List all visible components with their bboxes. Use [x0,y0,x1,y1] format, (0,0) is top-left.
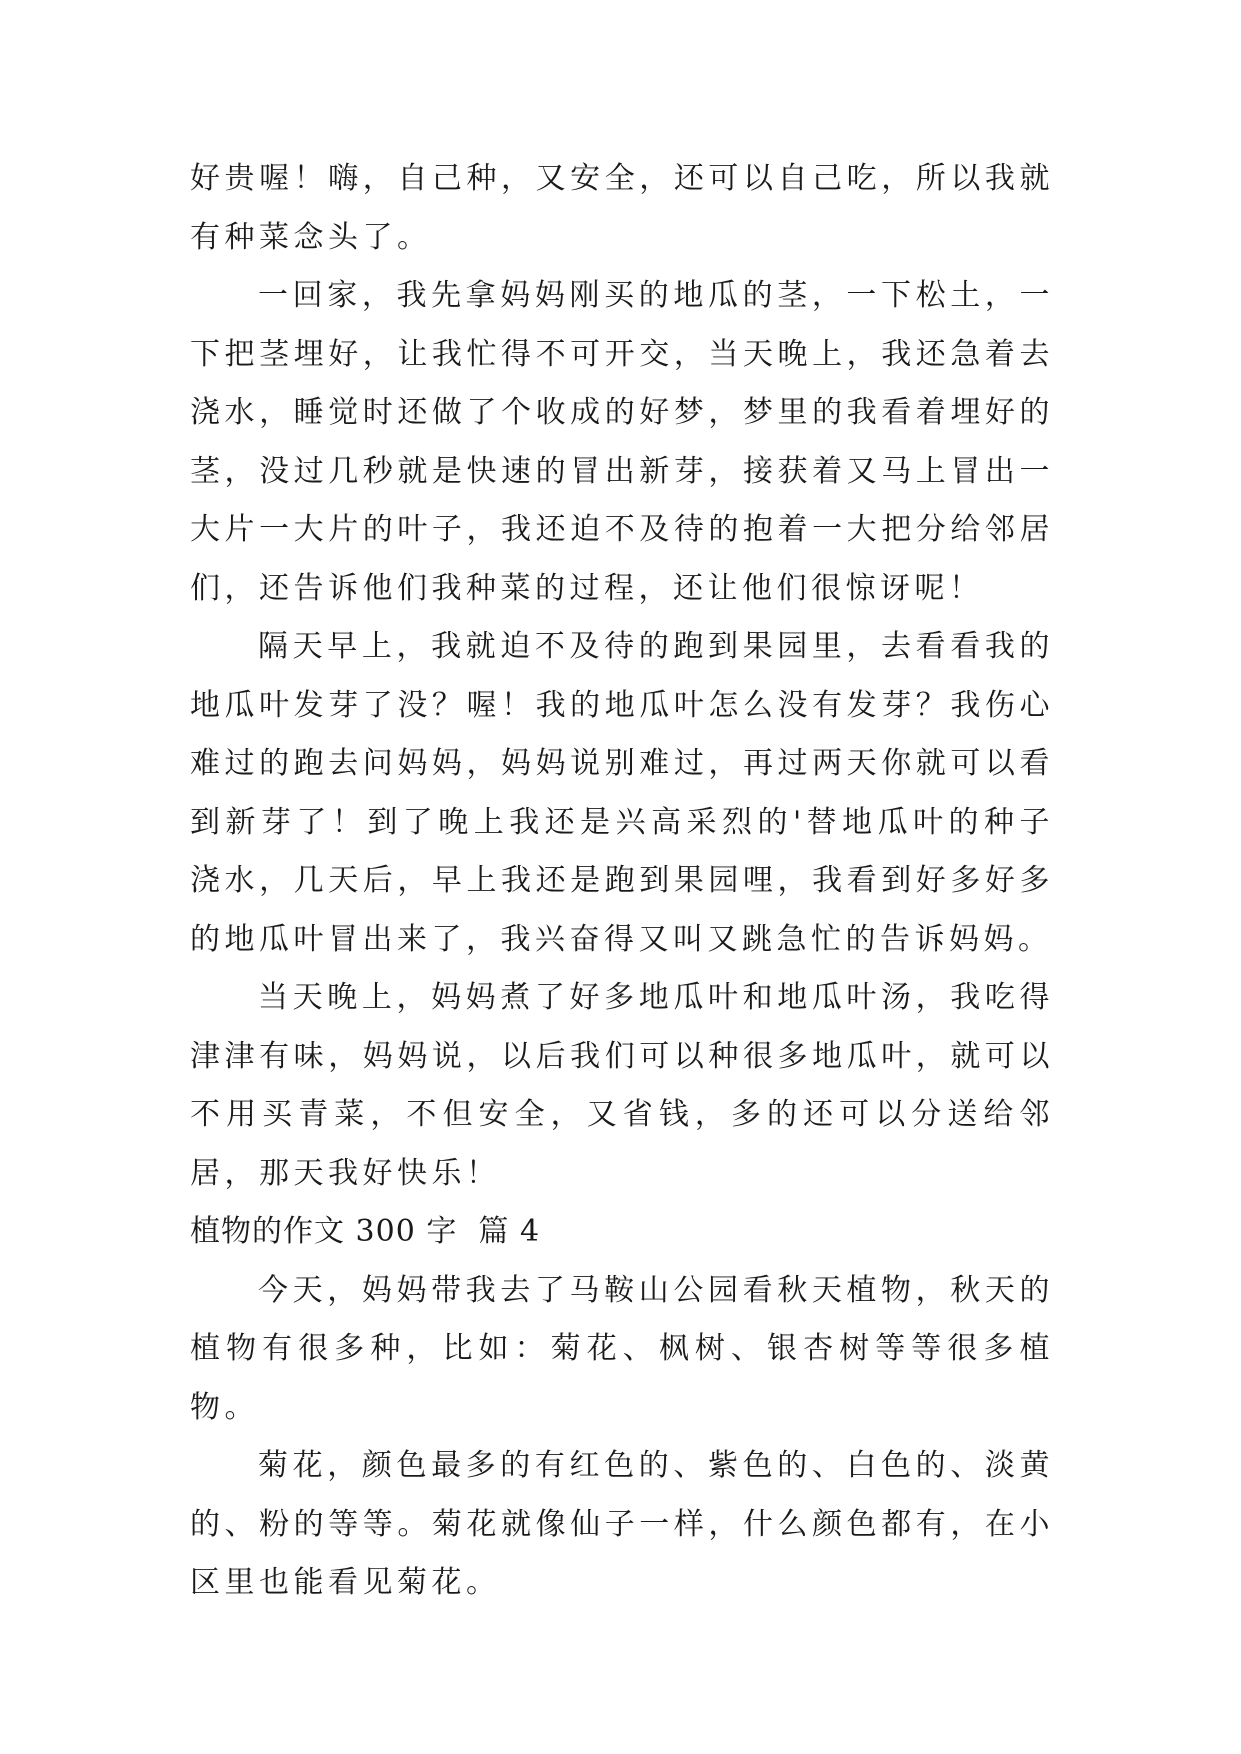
paragraph-continuation: 好贵喔！嗨，自己种，又安全，还可以自己吃，所以我就有种菜念头了。 [190,161,1054,255]
paragraph-park-visit: 今天，妈妈带我去了马鞍山公园看秋天植物，秋天的植物有很多种，比如：菊花、枫树、银杏树等等很多植物。 [190,1272,1054,1425]
paragraph-next-morning: 隔天早上，我就迫不及待的跑到果园里，去看看我的地瓜叶发芽了没？喔！我的地瓜叶怎么没有发芽？我伤心难过的跑去问妈妈，妈妈说别难过，再过两天你就可以看到新芽了！到了晚上我还是兴高采烈的'替地瓜叶的种子浇水，几天后，早上我还是跑到果园哩，我看到好多好多的地瓜叶冒出来了，我兴奋得又叫又跳急忙的告诉妈妈。 [190,629,1054,957]
paragraph-that-evening: 当天晚上，妈妈煮了好多地瓜叶和地瓜叶汤，我吃得津津有味，妈妈说，以后我们可以种很多地瓜叶，就可以不用买青菜，不但安全，又省钱，多的还可以分送给邻居，那天我好快乐！ [190,980,1054,1191]
document-body [190,150,1054,1613]
paragraph-planting: 一回家，我先拿妈妈刚买的地瓜的茎，一下松土，一下把茎埋好，让我忙得不可开交，当天晚上，我还急着去浇水，睡觉时还做了个收成的好梦，梦里的我看着埋好的茎，没过几秒就是快速的冒出新芽，接获着又马上冒出一大片一大片的叶子，我还迫不及待的抱着一大把分给邻居们，还告诉他们我种菜的过程，还让他们很惊讶呢！ [190,278,1054,606]
paragraph-chrysanthemum: 菊花，颜色最多的有红色的、紫色的、白色的、淡黄的、粉的等等。菊花就像仙子一样，什么颜色都有，在小区里也能看见菊花。 [190,1448,1054,1600]
section-heading: 植物的作文 300 字 篇 4 [190,1214,541,1249]
